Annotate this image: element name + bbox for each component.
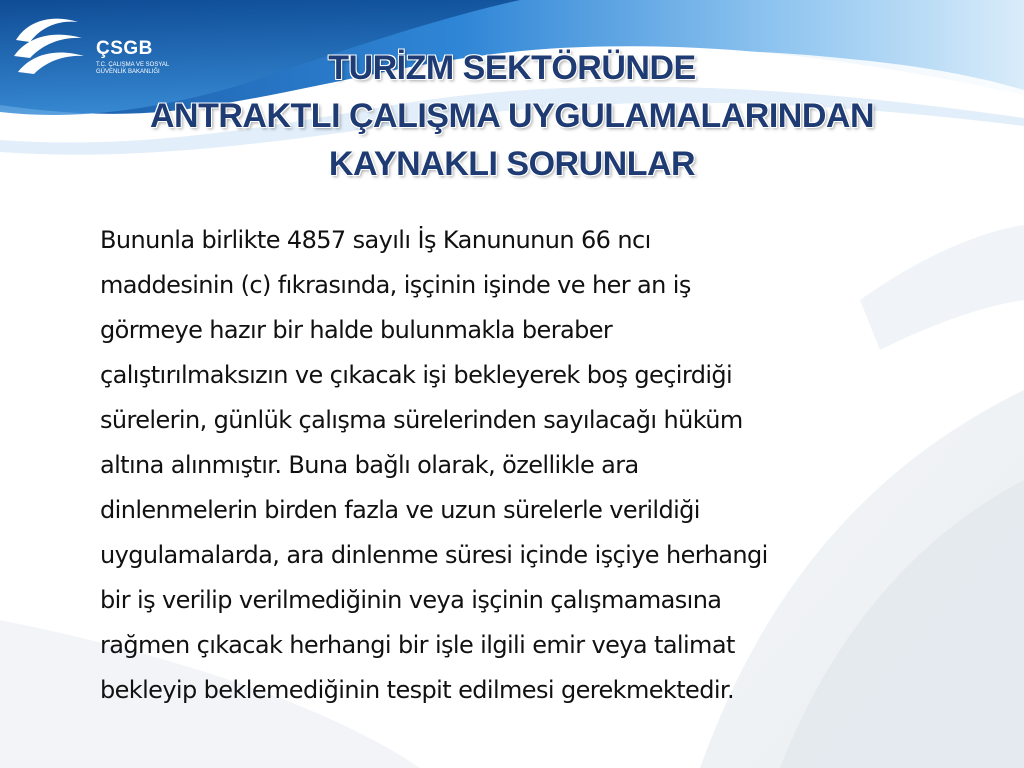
body-line: Bununla birlikte 4857 sayılı İş Kanununun 66 ncı xyxy=(100,226,651,254)
title-line-2: ANTRAKTLI ÇALIŞMA UYGULAMALARINDAN xyxy=(150,97,874,135)
body-line: çalıştırılmaksızın ve çıkacak işi bekleyerek boş geçirdiği xyxy=(100,361,733,389)
title-line-1: TURİZM SEKTÖRÜNDE xyxy=(328,49,696,87)
body-line: altına alınmıştır. Buna bağlı olarak, özellikle ara xyxy=(100,451,639,479)
body-line: uygulamalarda, ara dinlenme süresi içinde işçiye herhangi xyxy=(100,541,768,569)
body-line: bekleyip beklemediğinin tespit edilmesi gerekmektedir. xyxy=(100,676,734,704)
logo-subtitle: T.C. ÇALIŞMA VE SOSYAL GÜVENLİK BAKANLIĞI xyxy=(96,62,170,75)
body-line: görmeye hazır bir halde bulunmakla beraber xyxy=(100,316,613,344)
title-line-3: KAYNAKLI SORUNLAR xyxy=(328,145,696,183)
body-line: rağmen çıkacak herhangi bir işle ilgili emir veya talimat xyxy=(100,631,735,659)
body-paragraph xyxy=(100,218,980,713)
logo-name: ÇSGB xyxy=(96,38,153,59)
body-line: maddesinin (c) fıkrasında, işçinin işinde ve her an iş xyxy=(100,271,691,299)
slide-title xyxy=(60,44,964,188)
body-line: sürelerin, günlük çalışma sürelerinden sayılacağı hüküm xyxy=(100,406,743,434)
body-line: bir iş verilip verilmediğinin veya işçinin çalışmamasına xyxy=(100,586,722,614)
body-line: dinlenmelerin birden fazla ve uzun sürelerle verildiği xyxy=(100,496,700,524)
